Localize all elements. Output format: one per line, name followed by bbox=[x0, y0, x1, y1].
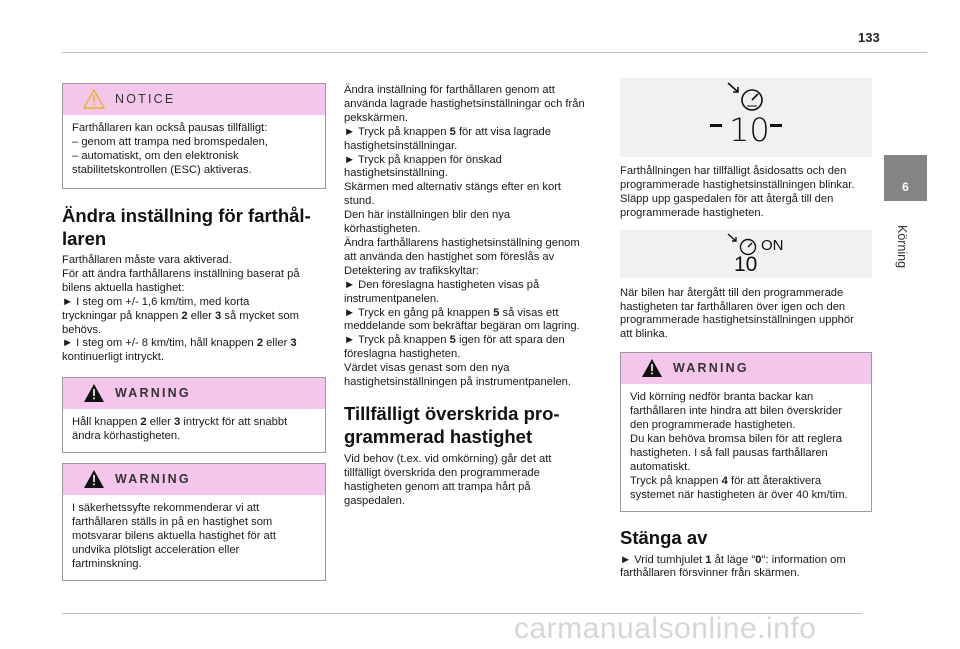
text-line: ► I steg om +/- 8 km/tim, håll knappen 2 eller 3 bbox=[62, 337, 297, 350]
text-line: att använda den hastighet som föreslås av bbox=[344, 250, 555, 263]
text-line: föreslagna hastigheten. bbox=[344, 348, 461, 361]
text-line: Håll knappen 2 eller 3 intryckt för att snabbt bbox=[72, 416, 288, 429]
chapter-title: Körning bbox=[895, 225, 909, 269]
caution-triangle-icon bbox=[83, 89, 105, 109]
text-line: Släpp upp gaspedalen för att återgå till den bbox=[620, 192, 834, 205]
text-line: Skärmen med alternativ stängs efter en kort bbox=[344, 181, 562, 194]
warning-body bbox=[63, 409, 325, 452]
text-line: automatiskt. bbox=[630, 460, 691, 473]
column-3 bbox=[620, 78, 872, 581]
notice-title: NOTICE bbox=[115, 92, 176, 106]
text-line: systemet när hastigheten är över 40 km/tim. bbox=[630, 488, 848, 501]
text-line: – genom att trampa ned bromspedalen, bbox=[72, 135, 268, 148]
text-line: Farthållningen har tillfälligt åsidosatts och den bbox=[620, 165, 847, 177]
caption-2 bbox=[620, 287, 872, 343]
text-line: Tryck på knappen 4 för att återaktivera bbox=[630, 474, 822, 487]
text-line: pekskärmen. bbox=[344, 111, 409, 124]
speed-display: 10 bbox=[734, 252, 758, 276]
text-line: ► Vrid tumhjulet 1 åt läge "0": information om bbox=[620, 553, 846, 566]
section-change-speed bbox=[62, 204, 326, 365]
text-line: Värdet visas genast som den nya bbox=[344, 362, 510, 375]
section-heading: Tillfälligt överskrida pro- bbox=[344, 402, 560, 424]
stored-speed-instructions bbox=[344, 84, 606, 390]
text-line: Ändra inställning för farthållaren genom att bbox=[344, 84, 555, 96]
text-line: Detektering av trafikskyltar: bbox=[344, 264, 479, 277]
text-line: Du kan behöva bromsa bilen för att reglera bbox=[630, 432, 843, 445]
warning-body bbox=[63, 495, 325, 580]
warning-box bbox=[620, 352, 872, 511]
text-line: tryckningar på knappen 2 eller 3 så mycket som bbox=[62, 309, 299, 322]
text-line: ► I steg om +/- 1,6 km/tim, med korta bbox=[62, 295, 250, 308]
text-line: att blinka. bbox=[620, 328, 668, 341]
text-line: ► Den föreslagna hastigheten visas på bbox=[344, 278, 540, 291]
chapter-tab[interactable] bbox=[884, 155, 927, 201]
text-line: – automatiskt, om den elektronisk bbox=[72, 149, 239, 162]
text-line: Den här inställningen blir den nya bbox=[344, 209, 511, 222]
section-exceed-speed bbox=[344, 402, 606, 509]
text-line: undvika plötsligt acceleration eller bbox=[72, 543, 240, 556]
text-line: ändra körhastigheten. bbox=[72, 430, 181, 443]
text-line: farthållaren ställs in på en hastighet som bbox=[72, 515, 273, 528]
text-line: kontinuerligt intryckt. bbox=[62, 351, 164, 364]
text-line: När bilen har återgått till den programmerade bbox=[620, 286, 844, 299]
text-line: instrumentpanelen. bbox=[344, 292, 440, 305]
text-line: körhastigheten. bbox=[344, 223, 421, 236]
top-rule bbox=[62, 52, 927, 53]
text-line: Farthållaren kan också pausas tillfälligt: bbox=[72, 122, 268, 134]
notice-box-header bbox=[63, 84, 325, 115]
text-line: bilens aktuella hastighet: bbox=[62, 281, 185, 294]
overridden-speed-illustration bbox=[620, 78, 872, 157]
text-line: ► Tryck på knappen för önskad bbox=[344, 153, 502, 166]
text-line: Vid körning nedför branta backar kan bbox=[630, 391, 814, 404]
section-heading: laren bbox=[62, 228, 107, 249]
text-line: fartminskning. bbox=[72, 557, 142, 570]
watermark: carmanualsonline.info bbox=[514, 612, 817, 645]
text-line: ► Tryck på knappen 5 för att visa lagrade bbox=[344, 125, 551, 138]
notice-body bbox=[63, 115, 325, 186]
text-line: hastigheten. I så fall pausas farthållaren bbox=[630, 446, 828, 459]
text-line: stabilitetskontrollen (ESC) aktiveras. bbox=[72, 163, 252, 176]
warning-box bbox=[62, 463, 326, 581]
text-line: För att ändra farthållarens inställning baserat på bbox=[62, 267, 300, 280]
column-2 bbox=[344, 84, 606, 509]
text-line: motsvarar bilens aktuella hastighet för att bbox=[72, 529, 276, 542]
warning-box-header bbox=[63, 378, 325, 409]
text-line: programmerade hastighetsinställningen blinkar. bbox=[620, 178, 855, 191]
caption-1 bbox=[620, 165, 872, 221]
text-line: ► Tryck en gång på knappen 5 så visas ett bbox=[344, 306, 559, 319]
warning-title: WARNING bbox=[115, 386, 191, 401]
warning-box-header bbox=[63, 464, 325, 495]
text-line: gaspedalen. bbox=[344, 494, 405, 507]
warning-title: WARNING bbox=[115, 472, 191, 487]
text-line: Vid behov (t.ex. vid omkörning) går det att bbox=[344, 452, 552, 465]
text-line: hastigheten genom att trampa hårt på bbox=[344, 480, 531, 493]
notice-box bbox=[62, 83, 326, 189]
text-line: programmerade hastighetsinställningen upphör bbox=[620, 314, 854, 327]
text-line: hastighetsinställning. bbox=[344, 167, 448, 180]
chapter-number: 6 bbox=[902, 180, 909, 194]
resumed-speed-illustration bbox=[620, 230, 872, 278]
text-line: Ändra farthållarens hastighetsinställning genom bbox=[344, 236, 580, 249]
text-line: farthållaren inte hindra att bilen överskrider bbox=[630, 405, 843, 418]
warning-box bbox=[62, 377, 326, 453]
text-line: stund. bbox=[344, 195, 375, 208]
text-line: hastigheten tar farthållaren över igen och den bbox=[620, 300, 846, 313]
text-line: meddelande som bekräftar begäran om lagring. bbox=[344, 320, 580, 333]
text-line: hastighetsinställningen på instrumentpanelen. bbox=[344, 376, 572, 389]
warning-triangle-icon bbox=[641, 358, 663, 378]
warning-box-header bbox=[621, 353, 871, 384]
text-line: den programmerade hastigheten. bbox=[630, 419, 796, 432]
text-line: använda lagrade hastighetsinställningar och från bbox=[344, 97, 585, 110]
text-line: tillfälligt överskrida den programmerade bbox=[344, 466, 540, 479]
text-line: I säkerhetssyfte rekommenderar vi att bbox=[72, 502, 260, 515]
column-1 bbox=[62, 83, 326, 581]
section-heading: Stänga av bbox=[620, 526, 708, 548]
text-line: programmerade hastigheten. bbox=[620, 206, 764, 219]
text-line: Farthållaren måste vara aktiverad. bbox=[62, 254, 232, 266]
speed-digits: 10 bbox=[729, 111, 770, 149]
section-heading: Ändra inställning för farthål- bbox=[62, 205, 311, 226]
text-line: ► Tryck på knappen 5 igen för att spara den bbox=[344, 334, 565, 347]
warning-triangle-icon bbox=[83, 469, 105, 489]
warning-body bbox=[621, 384, 871, 510]
text-line: farthållaren försvinner från skärmen. bbox=[620, 567, 800, 580]
warning-title: WARNING bbox=[673, 361, 749, 376]
section-heading: grammerad hastighet bbox=[344, 425, 533, 447]
warning-triangle-icon bbox=[83, 383, 105, 403]
status-on: ON bbox=[761, 236, 784, 254]
section-switch-off bbox=[620, 526, 872, 582]
page-number: 133 bbox=[858, 30, 880, 45]
text-line: behövs. bbox=[62, 323, 102, 336]
text-line: hastighetsinställningar. bbox=[344, 139, 458, 152]
